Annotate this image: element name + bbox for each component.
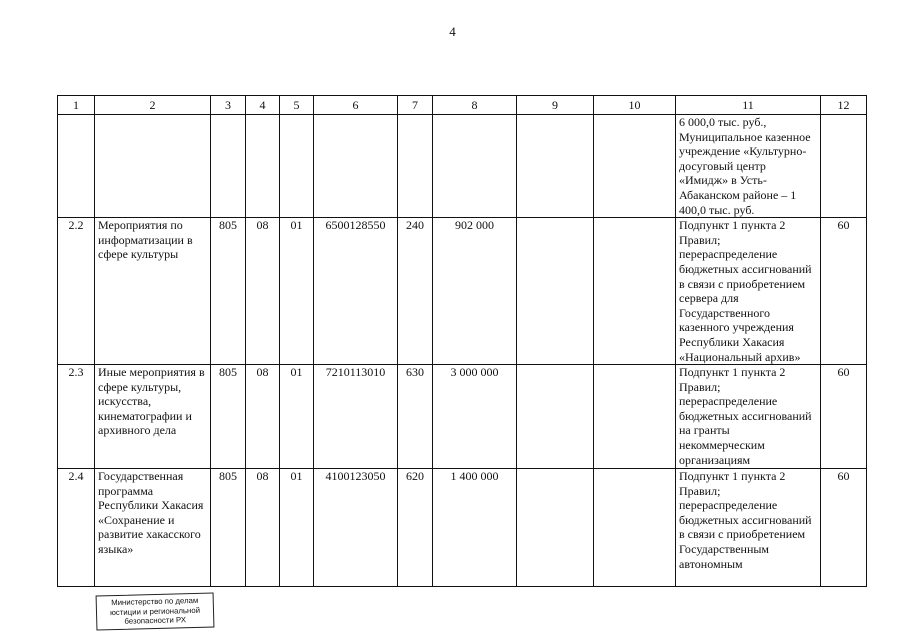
- row-number: 2.4: [58, 469, 95, 587]
- table-row: [58, 365, 867, 469]
- continuation-note: 6 000,0 тыс. руб., Муниципальное казенное учреждение «Культурно-досуговый центр «Имидж» в Усть-Абаканском районе – 1 400,0 тыс. руб.: [676, 115, 821, 218]
- cell-code: 60: [821, 218, 867, 365]
- table-row: [58, 218, 867, 365]
- cell-ministry-code: 805: [211, 218, 246, 365]
- cell-target-article: 6500128550: [314, 218, 398, 365]
- cell-code: 60: [821, 469, 867, 587]
- cell-col10: [594, 469, 676, 587]
- cell-ministry-code: 805: [211, 365, 246, 469]
- cell-amount: 1 400 000: [433, 469, 517, 587]
- cell-section: 08: [246, 365, 280, 469]
- header-cell: 4: [246, 96, 280, 115]
- cell-expense-type: 240: [398, 218, 433, 365]
- budget-table: [57, 95, 867, 587]
- row-number: 2.2: [58, 218, 95, 365]
- ministry-stamp: Министерство по делам юстиции и региональной безопасности РХ: [96, 592, 215, 630]
- header-cell: 5: [280, 96, 314, 115]
- header-cell: 9: [517, 96, 594, 115]
- header-cell: 10: [594, 96, 676, 115]
- cell-basis: Подпункт 1 пункта 2 Правил; перераспределение бюджетных ассигнований на гранты некоммерческим организациям: [676, 365, 821, 469]
- row-number: 2.3: [58, 365, 95, 469]
- cell-subsection: 01: [280, 365, 314, 469]
- row-name: Мероприятия по информатизации в сфере культуры: [95, 218, 211, 365]
- continuation-row: [58, 115, 867, 218]
- cell-expense-type: 620: [398, 469, 433, 587]
- cell-ministry-code: 805: [211, 469, 246, 587]
- row-name: Государственная программа Республики Хакасия «Сохранение и развитие хакасского языка»: [95, 469, 211, 587]
- cell-col9: [517, 218, 594, 365]
- cell-section: 08: [246, 218, 280, 365]
- row-name: Иные мероприятия в сфере культуры, искусства, кинематографии и архивного дела: [95, 365, 211, 469]
- cell-subsection: 01: [280, 218, 314, 365]
- header-cell: 2: [95, 96, 211, 115]
- cell-target-article: 7210113010: [314, 365, 398, 469]
- cell-col9: [517, 365, 594, 469]
- page-number: 4: [449, 24, 456, 39]
- header-cell: 7: [398, 96, 433, 115]
- table-row: [58, 469, 867, 587]
- cell-col10: [594, 365, 676, 469]
- header-cell: 3: [211, 96, 246, 115]
- cell-expense-type: 630: [398, 365, 433, 469]
- cell-amount: 3 000 000: [433, 365, 517, 469]
- header-row: [58, 96, 867, 115]
- header-cell: 6: [314, 96, 398, 115]
- cell-basis: Подпункт 1 пункта 2 Правил; перераспределение бюджетных ассигнований в связи с приобретением сервера для Государственного казенного учреждения Республики Хакасия «Национальный архив»: [676, 218, 821, 365]
- cell-basis: Подпункт 1 пункта 2 Правил; перераспределение бюджетных ассигнований в связи с приобретением Государственным автономным: [676, 469, 821, 587]
- header-cell: 11: [676, 96, 821, 115]
- cell-subsection: 01: [280, 469, 314, 587]
- header-cell: 12: [821, 96, 867, 115]
- cell-section: 08: [246, 469, 280, 587]
- cell-code: 60: [821, 365, 867, 469]
- header-cell: 8: [433, 96, 517, 115]
- cell-col9: [517, 469, 594, 587]
- cell-amount: 902 000: [433, 218, 517, 365]
- header-cell: 1: [58, 96, 95, 115]
- cell-target-article: 4100123050: [314, 469, 398, 587]
- cell-col10: [594, 218, 676, 365]
